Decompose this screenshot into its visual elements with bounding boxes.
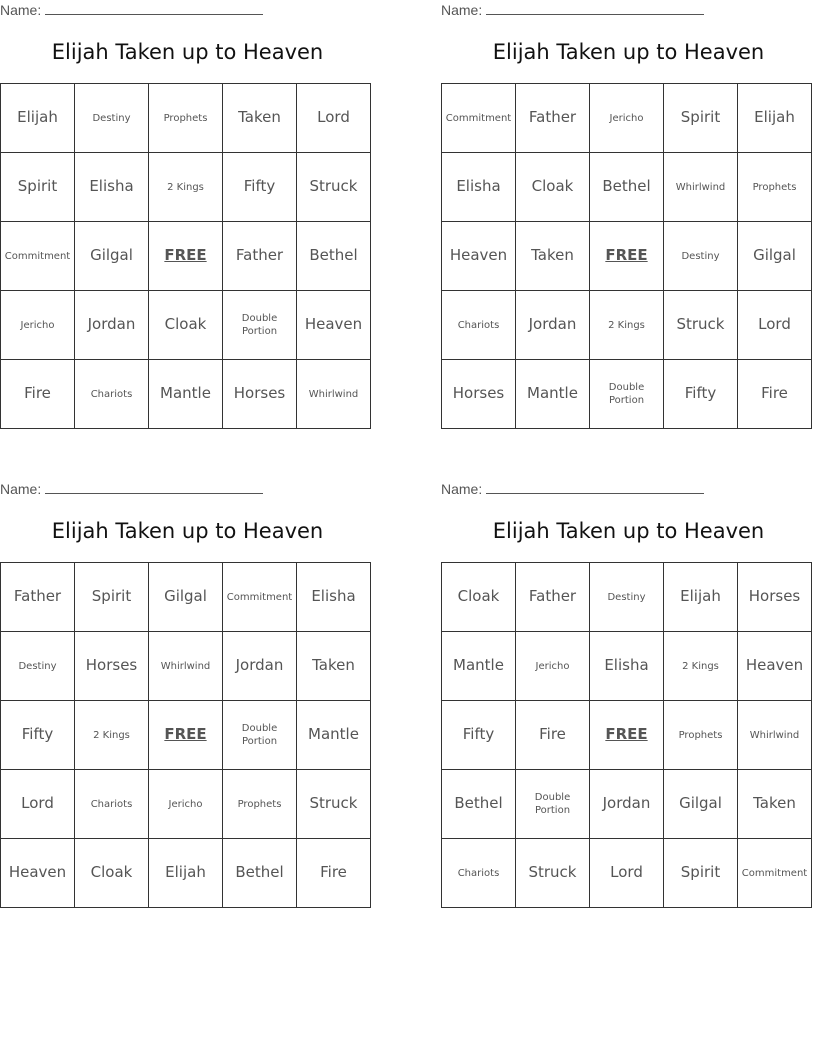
bingo-square[interactable]: Destiny [1,632,75,701]
bingo-square[interactable]: Taken [223,84,297,153]
bingo-square[interactable]: Horses [75,632,149,701]
bingo-square[interactable]: Elijah [149,839,223,908]
name-underline[interactable] [486,3,704,15]
bingo-row [1,770,371,839]
bingo-square[interactable]: Bethel [297,222,371,291]
bingo-square[interactable]: Jordan [223,632,297,701]
bingo-square[interactable]: Cloak [149,291,223,360]
bingo-row [1,222,371,291]
bingo-square[interactable]: Cloak [516,153,590,222]
bingo-row [442,770,812,839]
bingo-square[interactable]: Prophets [223,770,297,839]
bingo-square[interactable]: Jordan [516,291,590,360]
bingo-square[interactable]: Chariots [442,291,516,360]
name-field[interactable] [441,2,704,18]
bingo-row [1,153,371,222]
bingo-square[interactable]: Gilgal [738,222,812,291]
name-label: Name: [0,2,42,18]
bingo-square[interactable]: Double Portion [223,291,297,360]
bingo-square[interactable]: Fifty [223,153,297,222]
bingo-square[interactable]: Jericho [590,84,664,153]
bingo-square[interactable]: Fire [516,701,590,770]
bingo-square[interactable]: Double Portion [590,360,664,429]
card-title: Elijah Taken up to Heaven [51,40,324,64]
bingo-square[interactable]: Commitment [442,84,516,153]
bingo-square[interactable]: Chariots [442,839,516,908]
bingo-row [442,291,812,360]
bingo-square[interactable]: Bethel [442,770,516,839]
bingo-square[interactable]: Fifty [1,701,75,770]
bingo-row [1,839,371,908]
bingo-square[interactable]: Elisha [590,632,664,701]
bingo-square[interactable]: Prophets [664,701,738,770]
bingo-grid [0,83,371,429]
bingo-square[interactable]: Jericho [149,770,223,839]
bingo-square[interactable]: Father [1,563,75,632]
free-space[interactable]: FREE [149,222,223,291]
name-label: Name: [441,2,483,18]
free-space[interactable]: FREE [590,701,664,770]
bingo-square[interactable]: Whirlwind [664,153,738,222]
bingo-square[interactable]: Fire [738,360,812,429]
bingo-grid [441,83,812,429]
name-underline[interactable] [486,482,704,494]
bingo-square[interactable]: Commitment [223,563,297,632]
bingo-square[interactable]: Elijah [738,84,812,153]
bingo-square[interactable]: Destiny [75,84,149,153]
bingo-square[interactable]: Fifty [442,701,516,770]
bingo-square[interactable]: Fifty [664,360,738,429]
bingo-square[interactable]: Gilgal [149,563,223,632]
name-label: Name: [0,481,42,497]
bingo-square[interactable]: Father [223,222,297,291]
bingo-square[interactable]: Gilgal [664,770,738,839]
bingo-square[interactable]: Horses [223,360,297,429]
name-label: Name: [441,481,483,497]
bingo-square[interactable]: Elisha [442,153,516,222]
bingo-square[interactable]: Whirlwind [738,701,812,770]
bingo-row [442,701,812,770]
bingo-square[interactable]: Spirit [664,84,738,153]
bingo-square[interactable]: Spirit [664,839,738,908]
bingo-square[interactable]: 2 Kings [75,701,149,770]
bingo-square[interactable]: Heaven [1,839,75,908]
name-underline[interactable] [45,3,263,15]
free-space[interactable]: FREE [590,222,664,291]
bingo-square[interactable]: Fire [1,360,75,429]
bingo-square[interactable]: Heaven [297,291,371,360]
bingo-square[interactable]: Father [516,84,590,153]
bingo-square[interactable]: Lord [590,839,664,908]
bingo-square[interactable]: Struck [516,839,590,908]
bingo-row [442,153,812,222]
name-underline[interactable] [45,482,263,494]
bingo-square[interactable]: Taken [738,770,812,839]
bingo-square[interactable]: Commitment [738,839,812,908]
bingo-square[interactable]: Horses [738,563,812,632]
name-field[interactable] [0,2,263,18]
bingo-square[interactable]: Taken [516,222,590,291]
bingo-square[interactable]: Commitment [1,222,75,291]
card-title: Elijah Taken up to Heaven [51,519,324,543]
bingo-row [442,84,812,153]
bingo-square[interactable]: Spirit [75,563,149,632]
bingo-row [1,632,371,701]
bingo-square[interactable]: Lord [738,291,812,360]
bingo-square[interactable]: Bethel [223,839,297,908]
bingo-square[interactable]: Elijah [664,563,738,632]
bingo-square[interactable]: Mantle [516,360,590,429]
bingo-square[interactable]: Elisha [297,563,371,632]
bingo-square[interactable]: Heaven [442,222,516,291]
name-field[interactable] [441,481,704,497]
bingo-square[interactable]: Double Portion [223,701,297,770]
bingo-square[interactable]: Whirlwind [149,632,223,701]
bingo-square[interactable]: Jordan [590,770,664,839]
free-space[interactable]: FREE [149,701,223,770]
bingo-square[interactable]: Prophets [738,153,812,222]
bingo-square[interactable]: 2 Kings [149,153,223,222]
bingo-square[interactable]: Mantle [442,632,516,701]
bingo-grid [441,562,812,908]
bingo-square[interactable]: Elijah [1,84,75,153]
bingo-square[interactable]: Spirit [1,153,75,222]
bingo-square[interactable]: Mantle [149,360,223,429]
bingo-row [1,701,371,770]
bingo-square[interactable]: 2 Kings [664,632,738,701]
bingo-square[interactable]: Chariots [75,360,149,429]
bingo-square[interactable]: Prophets [149,84,223,153]
bingo-square[interactable]: Bethel [590,153,664,222]
bingo-square[interactable]: Mantle [297,701,371,770]
bingo-square[interactable]: Father [516,563,590,632]
card-title: Elijah Taken up to Heaven [492,519,765,543]
bingo-square[interactable]: Jericho [516,632,590,701]
bingo-square[interactable]: Lord [1,770,75,839]
bingo-row [1,360,371,429]
card-title: Elijah Taken up to Heaven [492,40,765,64]
bingo-square[interactable]: Elisha [75,153,149,222]
bingo-row [1,84,371,153]
bingo-square[interactable]: Cloak [75,839,149,908]
bingo-square[interactable]: Destiny [590,563,664,632]
bingo-square[interactable]: Jericho [1,291,75,360]
bingo-row [442,222,812,291]
bingo-square[interactable]: Heaven [738,632,812,701]
bingo-square[interactable]: Fire [297,839,371,908]
bingo-square[interactable]: Chariots [75,770,149,839]
bingo-square[interactable]: 2 Kings [590,291,664,360]
bingo-row [442,563,812,632]
bingo-square[interactable]: Horses [442,360,516,429]
name-field[interactable] [0,481,263,497]
bingo-square[interactable]: Whirlwind [297,360,371,429]
bingo-square[interactable]: Cloak [442,563,516,632]
bingo-grid [0,562,371,908]
bingo-square[interactable]: Struck [297,770,371,839]
bingo-square[interactable]: Double Portion [516,770,590,839]
bingo-square[interactable]: Destiny [664,222,738,291]
bingo-square[interactable]: Taken [297,632,371,701]
bingo-row [442,839,812,908]
bingo-square[interactable]: Lord [297,84,371,153]
bingo-row [1,291,371,360]
bingo-square[interactable]: Gilgal [75,222,149,291]
bingo-row [1,563,371,632]
bingo-square[interactable]: Struck [664,291,738,360]
bingo-square[interactable]: Struck [297,153,371,222]
bingo-square[interactable]: Jordan [75,291,149,360]
bingo-row [442,360,812,429]
bingo-row [442,632,812,701]
